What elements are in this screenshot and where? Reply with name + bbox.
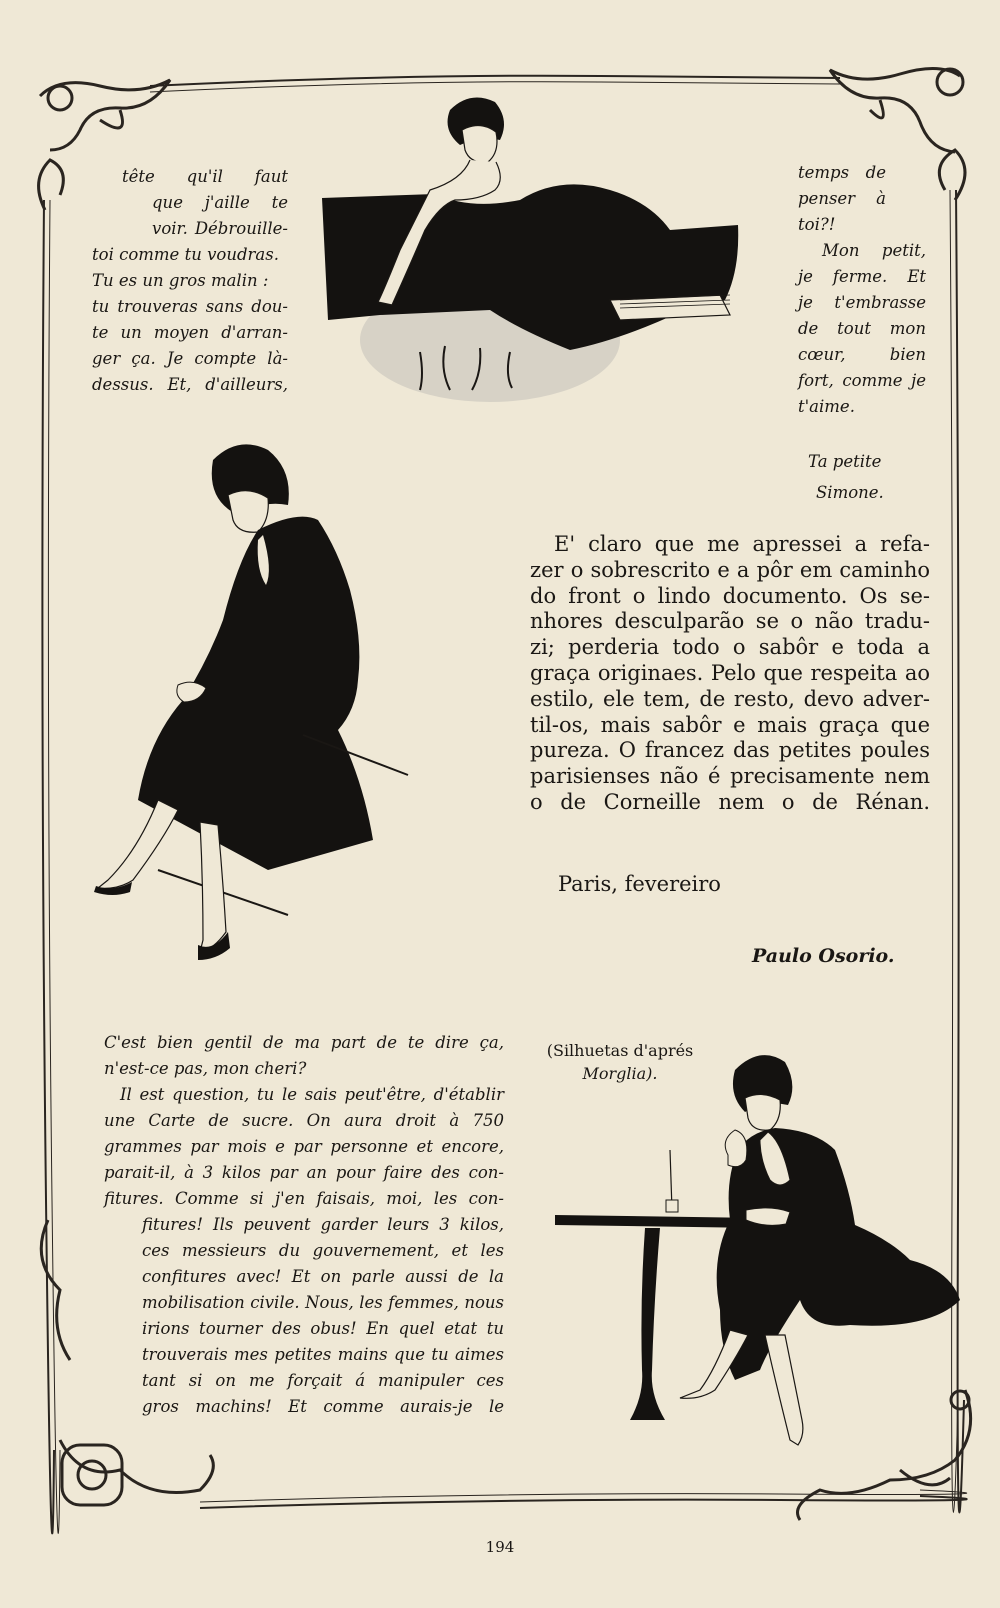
text-line: te un moyen d'arran- [92, 323, 288, 342]
commentary-paragraph [530, 532, 930, 816]
letter-text-top-left [92, 164, 288, 398]
text-line: mobilisation civile. Nous, les femmes, nous [142, 1293, 504, 1312]
signoff-name: Simone. [816, 483, 884, 502]
text-line: je ferme. Et [798, 267, 926, 286]
text-line: til-os, mais sabôr e mais graça que [530, 712, 930, 737]
text-line: fort, comme je [798, 371, 926, 390]
text-line: tête qu'il faut [122, 167, 288, 186]
text-line: parisienses não é precisamente nem [530, 764, 930, 789]
illustration-caption [535, 1039, 705, 1085]
text-line: graça originaes. Pelo que respeita ao [530, 660, 930, 685]
text-line: estilo, ele tem, de resto, devo adver- [530, 686, 930, 711]
text-line: je t'embrasse [798, 293, 926, 312]
text-line: do front o lindo documento. Os se- [530, 583, 930, 608]
caption-line: Morglia). [582, 1064, 658, 1083]
text-line: voir. Débrouille- [152, 219, 288, 238]
place-date: Paris, fevereiro [558, 872, 721, 896]
letter-text-bottom [104, 1030, 504, 1420]
page-number: 194 [485, 1538, 515, 1556]
text-line: Il est question, tu le sais peut'être, d'établir [120, 1085, 504, 1104]
letter-signoff [808, 446, 884, 508]
text-line: toi?! [798, 215, 836, 234]
text-line: toi comme tu voudras. [92, 245, 279, 264]
illustration-reclining-woman [320, 90, 750, 410]
illustration-seated-woman [88, 440, 418, 980]
text-line: cœur, bien [798, 345, 926, 364]
text-line: n'est-ce pas, mon cheri? [104, 1059, 307, 1078]
text-line: tu trouveras sans dou- [92, 297, 288, 316]
text-line: parait-il, à 3 kilos par an pour faire des con- [104, 1163, 504, 1182]
text-line: pureza. O francez das petites poules [530, 738, 930, 763]
text-line: Mon petit, [822, 241, 926, 260]
text-line: zer o sobrescrito e a pôr em caminho [530, 557, 930, 582]
text-line: fitures. Comme si j'en faisais, moi, les con- [104, 1189, 504, 1208]
text-line: de tout mon [798, 319, 926, 338]
caption-line: (Silhuetas d'aprés [546, 1041, 694, 1060]
text-line: o de Corneille nem o de Rénan. [530, 789, 930, 814]
text-line: nhores desculparão se o não tradu- [530, 609, 930, 634]
text-line: dessus. Et, d'ailleurs, [92, 375, 288, 394]
text-line: ger ça. Je compte là- [92, 349, 288, 368]
text-line: que j'aille te [152, 193, 288, 212]
text-line: zi; perderia todo o sabôr e toda a [530, 635, 930, 660]
text-line: temps de [798, 163, 886, 182]
text-line: irions tourner des obus! En quel etat tu [142, 1319, 504, 1338]
text-line: confitures avec! Et on parle aussi de la [142, 1267, 504, 1286]
text-line: grammes par mois e par personne et encore, [104, 1137, 504, 1156]
text-line: gros machins! Et comme aurais-je le [142, 1397, 504, 1416]
text-line: Tu es un gros malin : [92, 271, 269, 290]
text-line: tant si on me forçait á manipuler ces [142, 1371, 504, 1390]
text-line: trouverais mes petites mains que tu aimes [142, 1345, 504, 1364]
text-line: E' claro que me apressei a refa- [554, 532, 930, 556]
text-line: fitures! Ils peuvent garder leurs 3 kilos, [142, 1215, 504, 1234]
text-line: t'aime. [798, 397, 855, 416]
signoff-line: Ta petite [808, 452, 882, 471]
illustration-woman-at-table [550, 1050, 970, 1460]
author-signature: Paulo Osorio. [752, 945, 895, 967]
text-line: une Carte de sucre. On aura droit à 750 [104, 1111, 504, 1130]
letter-text-top-right [798, 160, 926, 420]
text-line: C'est bien gentil de ma part de te dire ça, [104, 1033, 504, 1052]
text-line: penser à [798, 189, 886, 208]
text-line: ces messieurs du gouvernement, et les [142, 1241, 504, 1260]
